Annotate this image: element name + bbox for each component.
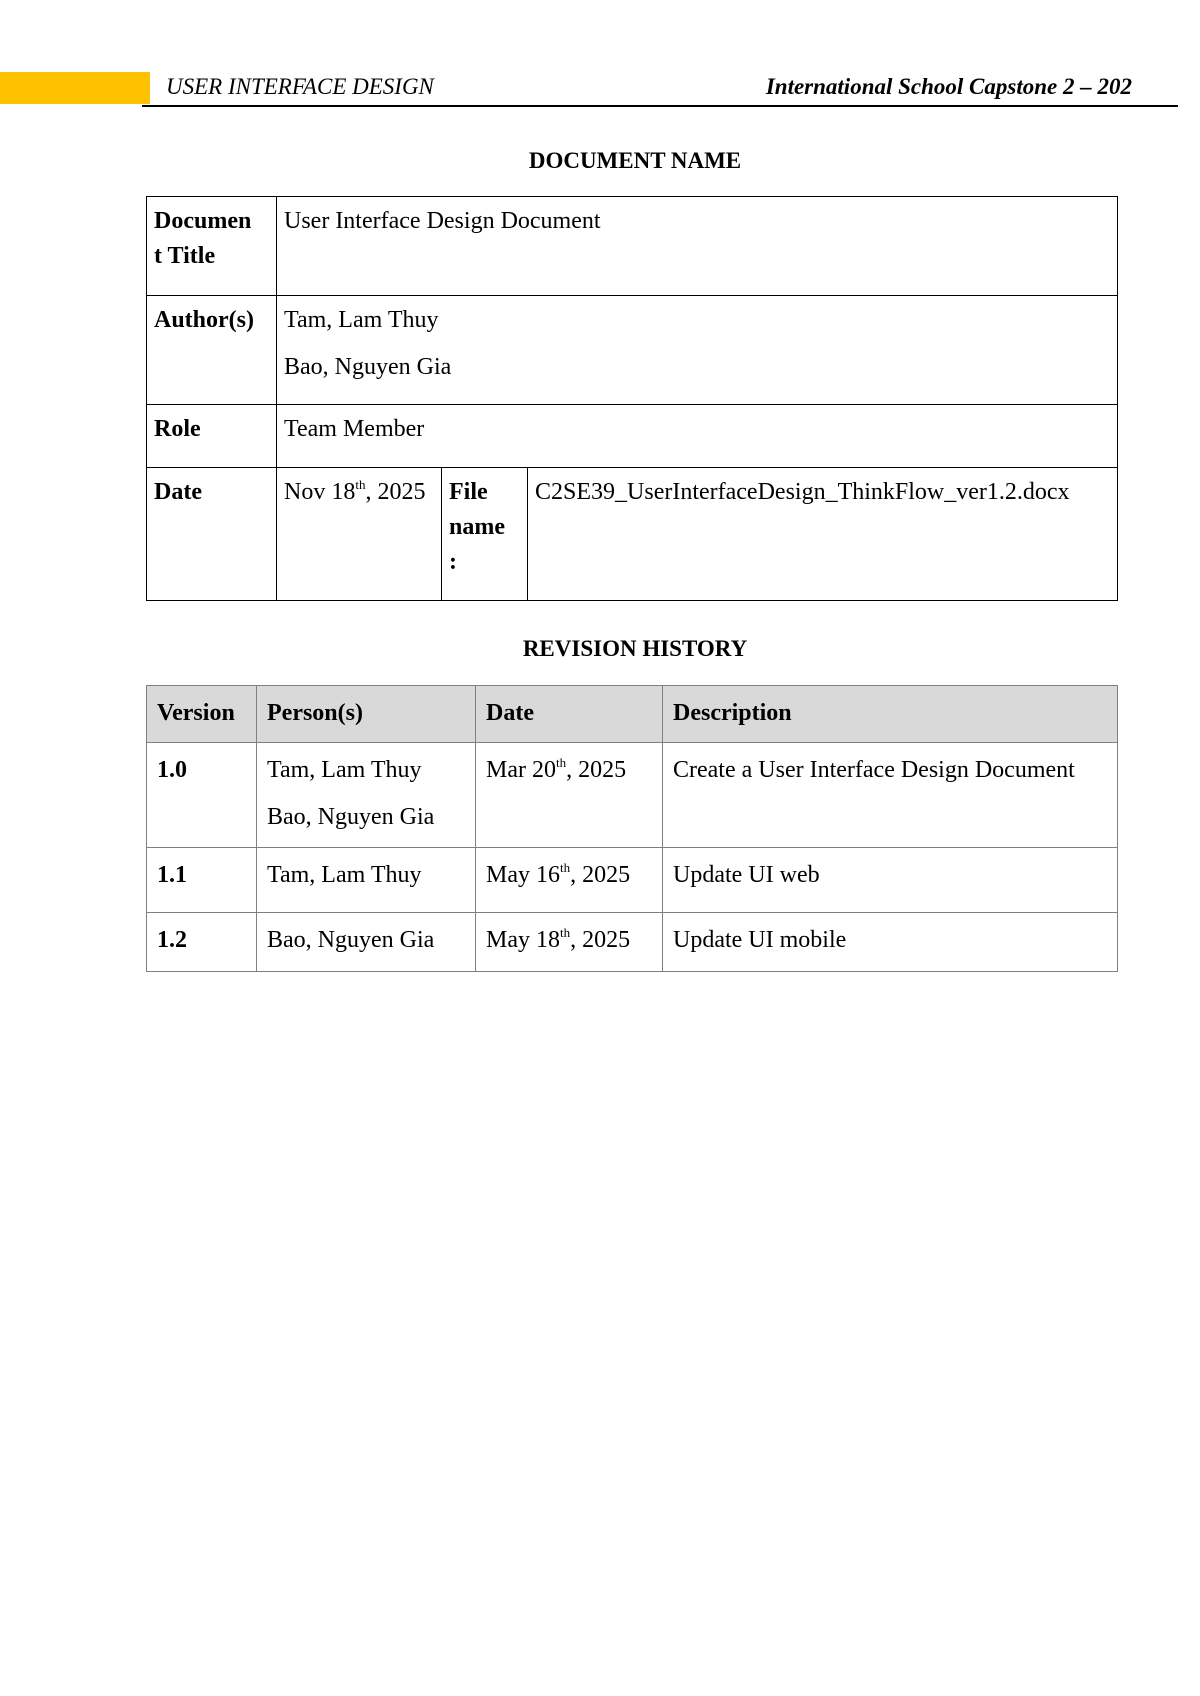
description-cell: Create a User Interface Design Document bbox=[663, 743, 1118, 848]
document-title-label bbox=[147, 197, 277, 296]
column-header-version: Version bbox=[147, 686, 257, 743]
header-left-title: USER INTERFACE DESIGN bbox=[166, 74, 434, 99]
revision-header-row bbox=[147, 686, 1118, 743]
revision-history-heading: REVISION HISTORY bbox=[522, 636, 748, 661]
date-cell bbox=[476, 913, 663, 972]
date-month-day: Nov 18 bbox=[284, 479, 356, 505]
authors-row bbox=[147, 296, 1118, 405]
role-label: Role bbox=[147, 405, 277, 468]
filename-label bbox=[442, 468, 528, 601]
revision-history-table bbox=[146, 685, 1118, 972]
date-suffix: th bbox=[560, 860, 571, 875]
author-name: Bao, Nguyen Gia bbox=[284, 354, 452, 380]
date-value bbox=[277, 468, 442, 601]
document-title-value: User Interface Design Document bbox=[277, 197, 1118, 296]
date-year: , 2025 bbox=[570, 927, 631, 953]
header-right-title: International School Capstone 2 – 202 bbox=[765, 74, 1132, 99]
persons-cell bbox=[257, 743, 476, 848]
date-year: , 2025 bbox=[365, 479, 426, 505]
authors-label: Author(s) bbox=[147, 296, 277, 405]
date-main: May 16 bbox=[486, 862, 560, 888]
version-cell: 1.2 bbox=[147, 913, 257, 972]
table-row bbox=[147, 743, 1118, 848]
date-row bbox=[147, 468, 1118, 601]
date-label: Date bbox=[147, 468, 277, 601]
author-name: Tam, Lam Thuy bbox=[284, 307, 439, 333]
date-main: Mar 20 bbox=[486, 757, 556, 783]
table-row bbox=[147, 848, 1118, 913]
document-info-table bbox=[146, 196, 1118, 601]
date-suffix: th bbox=[560, 925, 571, 940]
document-title-row bbox=[147, 197, 1118, 296]
date-year: , 2025 bbox=[570, 862, 631, 888]
date-main: May 18 bbox=[486, 927, 560, 953]
filename-label-line2: name bbox=[449, 514, 505, 540]
date-cell bbox=[476, 848, 663, 913]
description-cell: Update UI mobile bbox=[663, 913, 1118, 972]
header-divider bbox=[142, 105, 1178, 107]
document-title-label-line2: t Title bbox=[154, 243, 216, 269]
filename-label-line3: : bbox=[449, 549, 457, 575]
person-name: Bao, Nguyen Gia bbox=[267, 804, 435, 830]
version-cell: 1.0 bbox=[147, 743, 257, 848]
role-row bbox=[147, 405, 1118, 468]
date-cell bbox=[476, 743, 663, 848]
description-cell: Update UI web bbox=[663, 848, 1118, 913]
date-year: , 2025 bbox=[566, 757, 627, 783]
version-cell: 1.1 bbox=[147, 848, 257, 913]
person-name: Tam, Lam Thuy bbox=[267, 757, 422, 783]
person-name: Bao, Nguyen Gia bbox=[267, 927, 435, 953]
person-name: Tam, Lam Thuy bbox=[267, 862, 422, 888]
table-row bbox=[147, 913, 1118, 972]
document-name-heading: DOCUMENT NAME bbox=[528, 148, 742, 173]
persons-cell bbox=[257, 913, 476, 972]
column-header-date: Date bbox=[476, 686, 663, 743]
authors-value bbox=[277, 296, 1118, 405]
persons-cell bbox=[257, 848, 476, 913]
column-header-persons: Person(s) bbox=[257, 686, 476, 743]
date-suffix: th bbox=[355, 477, 366, 492]
role-value: Team Member bbox=[277, 405, 1118, 468]
filename-value: C2SE39_UserInterfaceDesign_ThinkFlow_ver1.2.docx bbox=[528, 468, 1118, 601]
column-header-description: Description bbox=[663, 686, 1118, 743]
filename-label-line1: File bbox=[449, 479, 488, 505]
document-title-label-line1: Documen bbox=[154, 208, 252, 234]
header-accent-bar bbox=[0, 72, 150, 104]
date-suffix: th bbox=[555, 755, 567, 770]
